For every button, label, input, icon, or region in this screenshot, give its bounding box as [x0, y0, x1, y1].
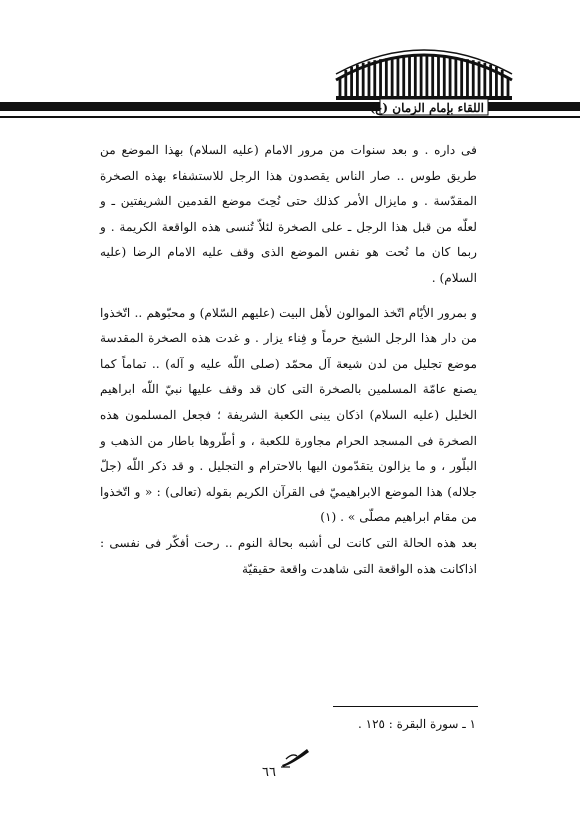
page-number: ٦٦ — [262, 765, 276, 780]
paragraph-3: بعد هذه الحالة التى كانت لى أشبه بحالة النوم .. رحت أفكّر فى نفسى : اذاكانت هذه الواقعة التى شاهدت واقعة حقيقيّة — [100, 535, 477, 576]
footnote: ١ ـ سورة البقرة : ١٢٥ . — [358, 717, 476, 731]
page-header — [0, 0, 580, 125]
paragraph-2: و بمرور الأيّام اتّخذ الموالون لأهل البيت (عليهم السّلام) و محبّوهم .. اتّخذوا من دار هذا الرجل الشيخ حرماً و فِناء يزار . و غدت هذه الصخرة المقدسة موضع تجليل من لدن شيعة آل محمّد (صلى اللّه عليه و آله) .. تماماً كما يصنع عامّة المسلمين بالصخرة التى كان قد وقف عليها نبيّ اللّه ابراهيم الخليل (عليه السلام) اذكان يبنى الكعبة الشريفة ؛ فجعل المسلمون هذه الصخرة فى المسجد الحرام مجاورة للكعبة ، و أطّروها باطار من الذهب و البلّور ، و ما يزالون يتقدّمون اليها بالاحترام و التجليل . و قد ذكر اللّه (جلّ جلاله) هذا الموضع الابراهيميّ فى القرآن الكريم بقوله (تعالى) : « و اتّخذوا من مقام ابراهيم مصلّى » . (١) — [100, 305, 477, 525]
paragraph-1: فى داره . و بعد سنوات من مرور الامام (عليه السلام) بهذا الموضع من طريق طوس .. صار الناس يقصدون هذا الرجل للاستشفاء بهذه الصخرة المقدّسة . و مايزال الأمر كذلك حتى نُحِتَ موضع القدمين الشريفتين ـ و لعلّه من قبل هذا الرجل ـ على الصخرة لئلاّ تُنسى هذه الواقعة الكريمة . و ربما كان ما نُحت هو نفس الموضع الذى وقف عليه الامام الرضا (عليه السلام) . — [100, 143, 477, 285]
main-text — [100, 138, 477, 582]
running-head-title: اللقاء بإمام الزمان (ع) — [369, 101, 484, 115]
footnote-divider — [333, 706, 478, 707]
header-arch-ornament — [0, 0, 580, 125]
